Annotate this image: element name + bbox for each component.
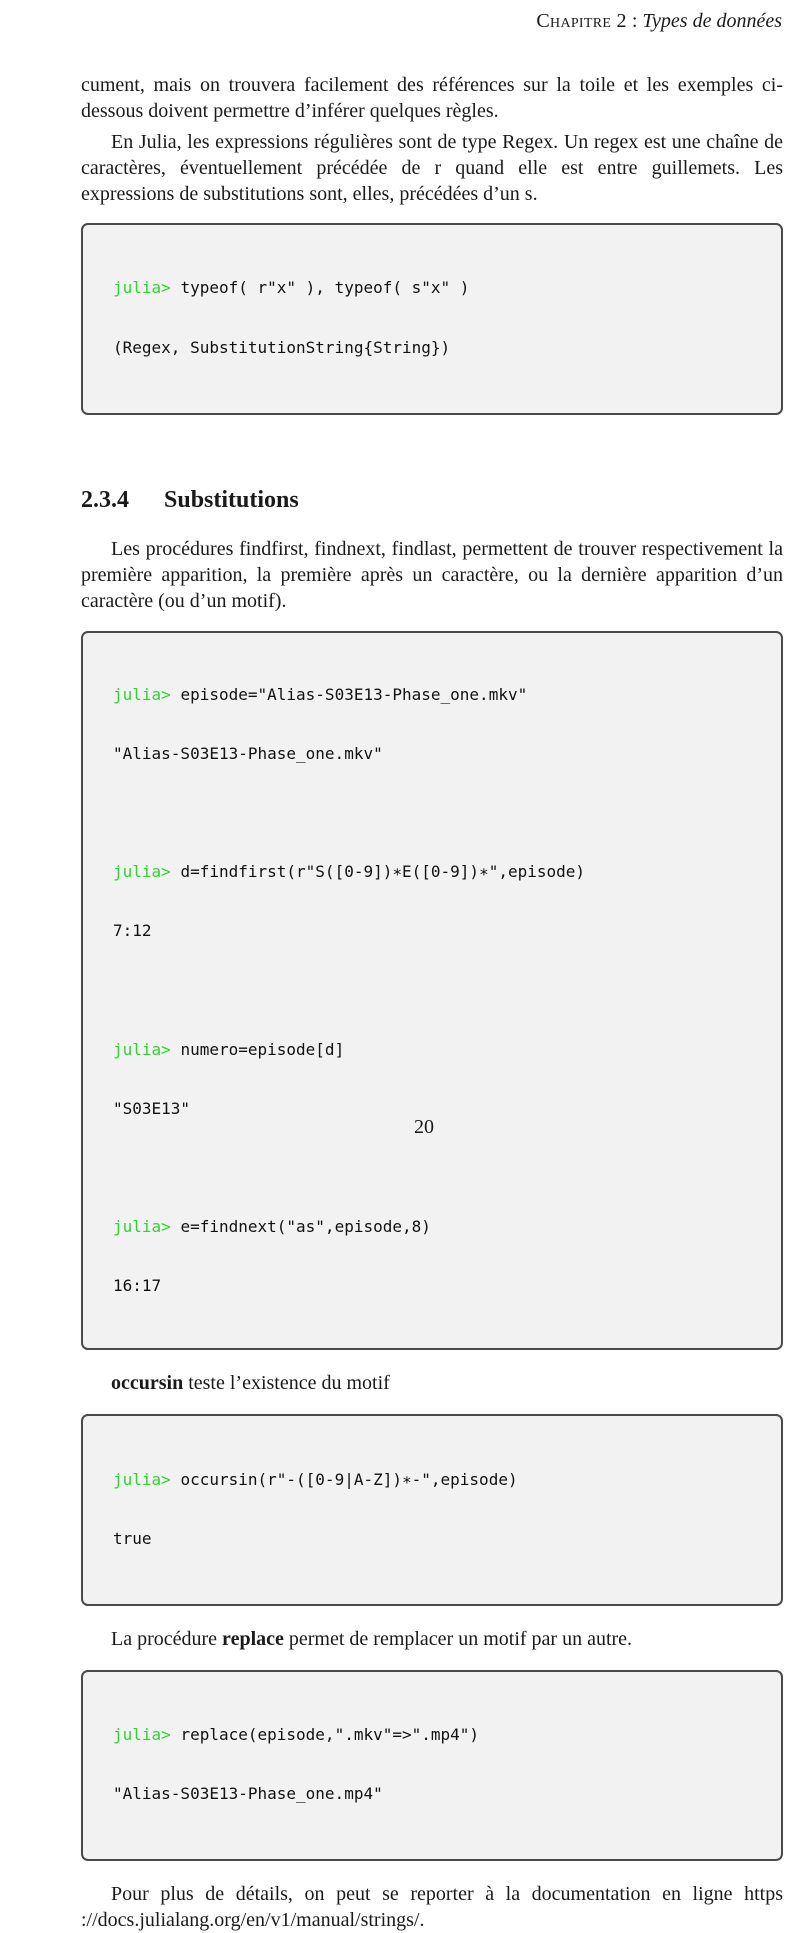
code-line (113, 744, 751, 764)
code-text: replace(episode,".mkv"=>".mp4") (180, 1725, 480, 1745)
code-line (113, 278, 751, 298)
section-heading (81, 485, 783, 515)
julia-prompt: julia> (113, 862, 181, 882)
julia-prompt: julia> (113, 1725, 181, 1745)
code-line (113, 1784, 751, 1804)
code-line (113, 1529, 751, 1549)
code-text: occursin(r"-([0-9|A-Z])∗-",episode) (180, 1469, 518, 1489)
page-body (81, 72, 783, 1933)
paragraph-intro-continuation: cument, mais on trouvera facilement des références sur la toile et les exemples ci-dessous doivent permettre d’inférer quelques règles. (81, 74, 783, 122)
paragraph-docs-reference: Pour plus de détails, on peut se reporter à la documentation en ligne https ://docs.julialang.org/en/v1/manual/strings/. (81, 1883, 783, 1932)
header-separator: : (626, 10, 643, 32)
julia-prompt: julia> (113, 278, 181, 298)
julia-prompt: julia> (113, 1039, 181, 1059)
code-line-blank (113, 981, 751, 1001)
paragraph-replace (81, 1626, 783, 1652)
code-line (113, 862, 751, 882)
code-text: typeof( r"x" ), typeof( s"x" ) (180, 278, 470, 298)
code-line (113, 1040, 751, 1060)
code-block-find (81, 631, 783, 1351)
code-line (113, 1276, 751, 1296)
paragraph-occursin (81, 1370, 783, 1396)
running-header (536, 8, 782, 34)
code-line (113, 921, 751, 941)
code-line (113, 1725, 751, 1745)
code-text: numero=episode[d] (180, 1039, 345, 1059)
code-line-blank (113, 803, 751, 823)
page-number: 20 (414, 1116, 434, 1138)
code-block-replace (81, 1670, 783, 1862)
julia-prompt: julia> (113, 1469, 181, 1489)
occursin-description: teste l’existence du motif (183, 1372, 390, 1395)
code-text: episode="Alias-S03E13-Phase_one.mkv" (180, 685, 528, 705)
replace-text-before: La procédure (111, 1627, 223, 1650)
keyword-replace: replace (222, 1627, 284, 1650)
code-output: 7:12 (113, 921, 152, 941)
code-line (113, 1470, 751, 1490)
code-line (113, 338, 751, 358)
section-title: Substitutions (164, 486, 299, 513)
julia-prompt: julia> (113, 1216, 181, 1236)
code-line (113, 685, 751, 705)
julia-prompt: julia> (113, 685, 181, 705)
replace-text-after: permet de remplacer un motif par un autre. (283, 1627, 633, 1650)
chapter-title: Types de données (642, 10, 782, 32)
keyword-occursin: occursin (111, 1372, 184, 1395)
code-block-typeof (81, 223, 783, 415)
code-text: d=findfirst(r"S([0-9])∗E([0-9])∗",episode) (180, 862, 586, 882)
code-output: "Alias-S03E13-Phase_one.mkv" (113, 744, 383, 764)
code-output: "S03E13" (113, 1098, 191, 1118)
paragraph-regex-intro: En Julia, les expressions régulières sont de type Regex. Un regex est une chaîne de caractères, éventuellement précédée de r quand elle est entre guillemets. Les expressions de substitutions sont, elles, précédées d’un s. (81, 131, 783, 205)
code-block-occursin (81, 1414, 783, 1606)
code-line-blank (113, 1158, 751, 1178)
code-text: e=findnext("as",episode,8) (180, 1216, 431, 1236)
code-output: "Alias-S03E13-Phase_one.mp4" (113, 1784, 383, 1804)
code-output: true (113, 1528, 152, 1548)
code-output: (Regex, SubstitutionString{String}) (113, 337, 451, 357)
chapter-label: Chapitre 2 (536, 10, 627, 32)
code-output: 16:17 (113, 1276, 162, 1296)
section-number: 2.3.4 (81, 486, 129, 513)
code-line (113, 1217, 751, 1237)
paragraph-find-intro: Les procédures findfirst, findnext, findlast, permettent de trouver respectivement la première apparition, la première après un caractère, ou la dernière apparition d’un caractère (ou d’un motif). (81, 537, 783, 612)
